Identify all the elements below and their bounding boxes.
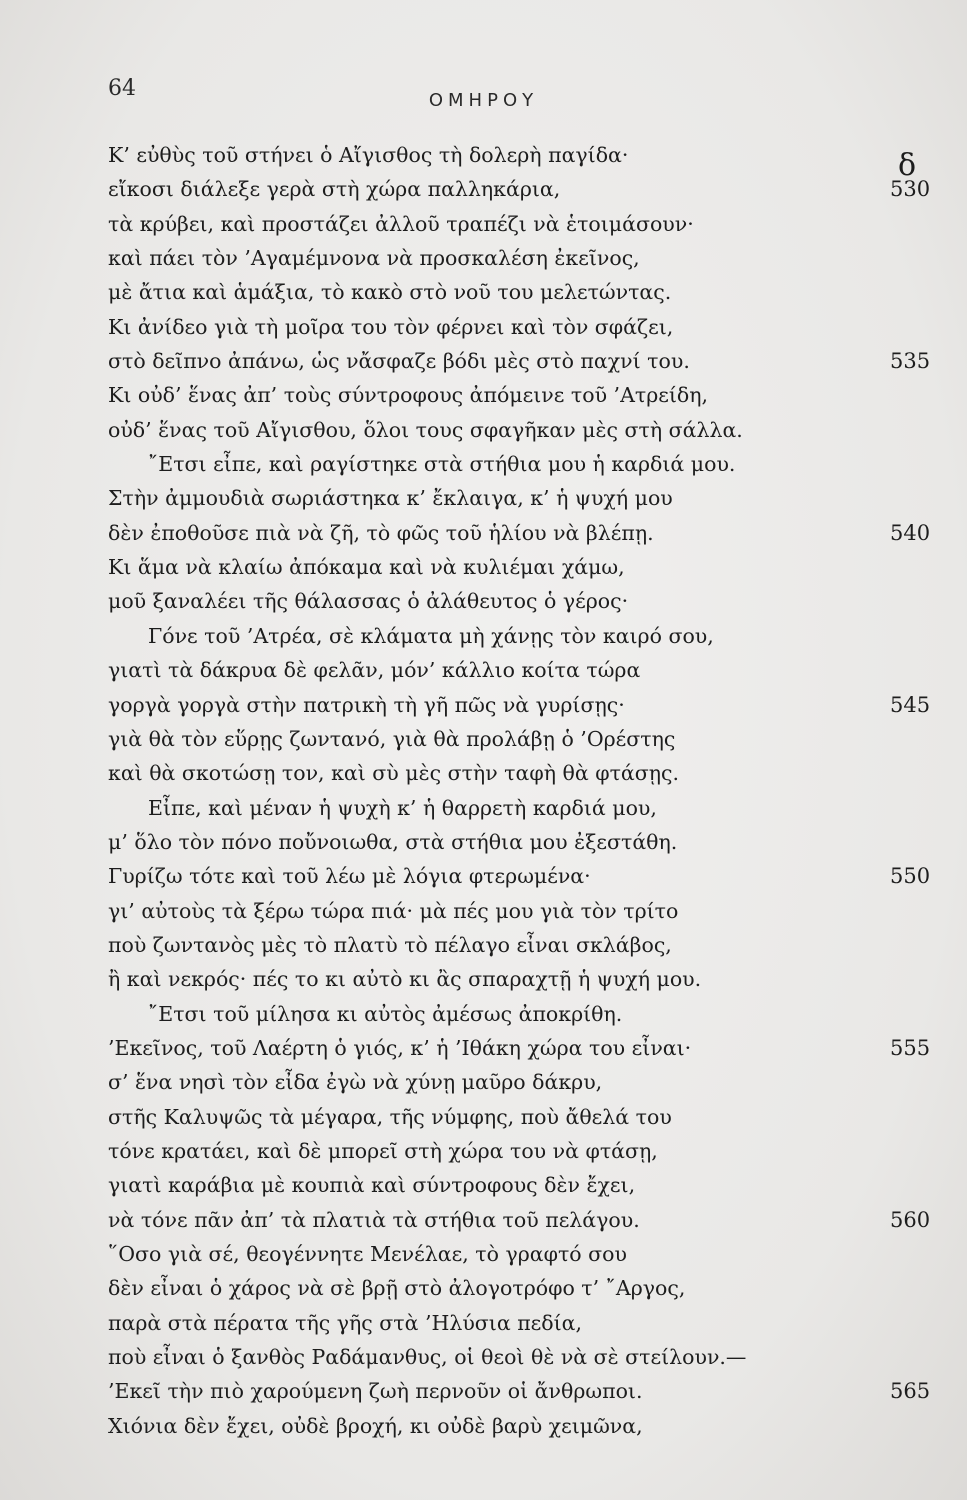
verse-line	[108, 172, 948, 206]
verse-text: Κι ἅμα νὰ κλαίω ἀπόκαμα καὶ νὰ κυλιέμαι χάμω,	[108, 555, 625, 580]
verse-line	[108, 481, 948, 515]
line-number: 530	[890, 177, 931, 202]
line-number: 540	[890, 520, 931, 545]
verse-text: στῆς Καλυψῶς τὰ μέγαρα, τῆς νύμφης, ποὺ ἄθελά του	[108, 1104, 672, 1129]
verse-text: Γυρίζω τότε καὶ τοῦ λέω μὲ λόγια φτερωμένα·	[108, 864, 591, 889]
verse-line	[108, 1409, 948, 1443]
verse-line	[108, 894, 948, 928]
verse-line	[108, 722, 948, 756]
verse-line	[108, 584, 948, 618]
verse-line	[108, 1203, 948, 1237]
verse-text: παρὰ στὰ πέρατα τῆς γῆς στὰ ’Ηλύσια πεδία,	[108, 1310, 583, 1335]
verse-line	[108, 138, 948, 172]
verse-text: μὲ ἄτια καὶ ἁμάξια, τὸ κακὸ στὸ νοῦ του μελετώντας.	[108, 280, 672, 305]
verse-text: ῎Ετσι εἶπε, καὶ ραγίστηκε στὰ στήθια μου ἡ καρδιά μου.	[148, 452, 736, 477]
verse-text: ποὺ εἶναι ὁ ξανθὸς Ραδάμανθυς, οἱ θεοὶ θὲ νὰ σὲ στείλουν.—	[108, 1345, 747, 1370]
verse-text: τὰ κρύβει, καὶ προστάζει ἀλλοῦ τραπέζι νὰ ἑτοιμάσουν·	[108, 211, 694, 236]
verse-line	[108, 1168, 948, 1202]
verse-text: ῞Οσο γιὰ σέ, θεογέννητε Μενέλαε, τὸ γραφτό σου	[108, 1242, 627, 1266]
line-number: 535	[890, 349, 931, 374]
verse-text: γοργὰ γοργὰ στὴν πατρικὴ τὴ γῆ πῶς νὰ γυρίσῃς·	[108, 692, 625, 717]
verse-text: καὶ θὰ σκοτώσῃ τον, καὶ σὺ μὲς στὴν ταφὴ θὰ φτάσῃς.	[108, 761, 680, 786]
verse-line	[108, 1134, 948, 1168]
verse-text: σ’ ἕνα νησὶ τὸν εἶδα ἐγὼ νὰ χύνῃ μαῦρο δάκρυ,	[108, 1070, 603, 1095]
verse-line	[108, 1065, 948, 1099]
verse-line	[108, 1340, 948, 1374]
verse-line	[108, 756, 948, 790]
verse-line	[108, 653, 948, 687]
verse-text: ’Εκεῖνος, τοῦ Λαέρτη ὁ γιός, κ’ ἡ ’Ιθάκη χώρα του εἶναι·	[108, 1035, 692, 1060]
verse-text: γι’ αὐτοὺς τὰ ξέρω τώρα πιά· μὰ πές μου γιὰ τὸν τρίτο	[108, 898, 679, 923]
verse-text: ῎Ετσι τοῦ μίλησα κι αὐτὸς ἀμέσως ἀποκρίθη.	[148, 1001, 623, 1026]
verse-text: νὰ τόνε πᾶν ἀπ’ τὰ πλατιὰ τὰ στήθια τοῦ πελάγου.	[108, 1207, 640, 1232]
verse-line	[108, 1271, 948, 1305]
verse-line	[108, 550, 948, 584]
verse-text: ἢ καὶ νεκρός· πές το κι αὐτὸ κι ἂς σπαραχτῇ ἡ ψυχή μου.	[108, 967, 702, 992]
verse-line	[108, 1306, 948, 1340]
line-number: 560	[890, 1207, 931, 1232]
verse-text: γιατὶ τὰ δάκρυα δὲ φελᾶν, μόν’ κάλλιο κοίτα τώρα	[108, 658, 641, 683]
verse-text: δὲν ἐποθοῦσε πιὰ νὰ ζῆ, τὸ φῶς τοῦ ἡλίου νὰ βλέπῃ.	[108, 520, 654, 545]
verse-text: οὐδ’ ἕνας τοῦ Αἴγισθου, ὅλοι τους σφαγῆκαν μὲς στὴ σάλλα.	[108, 417, 743, 442]
verse-text: δὲν εἶναι ὁ χάρος νὰ σὲ βρῇ στὸ ἀλογοτρόφο τ’ ῎Αργος,	[108, 1276, 686, 1301]
verse-line	[108, 1374, 948, 1408]
verse-line	[108, 378, 948, 412]
verse-text: μοῦ ξαναλέει τῆς θάλασσας ὁ ἀλάθευτος ὁ γέρος·	[108, 589, 629, 614]
verse-line	[108, 997, 948, 1031]
verse-text: Κι ἀνίδεο γιὰ τὴ μοῖρα του τὸν φέρνει καὶ τὸν σφάζει,	[108, 314, 674, 339]
verse-line	[108, 688, 948, 722]
verse-line	[108, 447, 948, 481]
running-head: ΟΜΗΡΟΥ	[428, 90, 539, 111]
line-number: 555	[890, 1035, 931, 1060]
verse-line	[108, 310, 948, 344]
verse-block	[108, 138, 948, 1443]
verse-line	[108, 1100, 948, 1134]
verse-line	[108, 825, 948, 859]
verse-line	[108, 516, 948, 550]
verse-text: Χιόνια δὲν ἔχει, οὐδὲ βροχή, κι οὐδὲ βαρὺ χειμῶνα,	[108, 1413, 643, 1438]
verse-text: στὸ δεῖπνο ἀπάνω, ὡς νἄσφαζε βόδι μὲς στὸ παχνί του.	[108, 349, 690, 374]
verse-line	[108, 241, 948, 275]
verse-text: ποὺ ζωντανὸς μὲς τὸ πλατὺ τὸ πέλαγο εἶναι σκλάβος,	[108, 932, 672, 957]
verse-text: καὶ πάει τὸν ’Αγαμέμνονα νὰ προσκαλέση ἐκεῖνος,	[108, 246, 640, 271]
verse-line	[108, 962, 948, 996]
verse-line	[108, 207, 948, 241]
verse-text: τόνε κρατάει, καὶ δὲ μπορεῖ στὴ χώρα του νὰ φτάσῃ,	[108, 1138, 658, 1163]
verse-text: ’Εκεῖ τὴν πιὸ χαρούμενη ζωὴ περνοῦν οἱ ἄνθρωποι.	[108, 1379, 643, 1404]
verse-text: γιατὶ καράβια μὲ κουπιὰ καὶ σύντροφους δὲν ἔχει,	[108, 1173, 636, 1198]
verse-text: εἴκοσι διάλεξε γερὰ στὴ χώρα παλληκάρια,	[108, 177, 561, 202]
verse-text: Εἶπε, καὶ μέναν ἡ ψυχὴ κ’ ἡ θαρρετὴ καρδιά μου,	[148, 795, 657, 820]
verse-line	[108, 1237, 948, 1271]
verse-line	[108, 344, 948, 378]
verse-text: μ’ ὅλο τὸν πόνο ποὔνοιωθα, στὰ στήθια μου ἐξεστάθη.	[108, 829, 678, 854]
line-number: 550	[890, 864, 931, 889]
verse-line	[108, 1031, 948, 1065]
verse-text: γιὰ θὰ τὸν εὕρῃς ζωντανό, γιὰ θὰ προλάβῃ ὁ ’Ορέστης	[108, 726, 676, 751]
verse-line	[108, 928, 948, 962]
page-number: 64	[108, 76, 136, 101]
verse-line	[108, 791, 948, 825]
verse-text: Κι οὐδ’ ἕνας ἀπ’ τοὺς σύντροφους ἀπόμεινε τοῦ ’Ατρείδη,	[108, 383, 709, 408]
verse-text: Κ’ εὐθὺς τοῦ στήνει ὁ Αἴγισθος τὴ δολερὴ παγίδα·	[108, 143, 629, 167]
verse-line	[108, 619, 948, 653]
line-number: 565	[890, 1379, 931, 1404]
verse-line	[108, 413, 948, 447]
verse-line	[108, 859, 948, 893]
line-number: 545	[890, 692, 931, 717]
verse-text: Γόνε τοῦ ’Ατρέα, σὲ κλάματα μὴ χάνῃς τὸν καιρό σου,	[148, 623, 714, 648]
book-marker: δ	[898, 148, 917, 183]
verse-text: Στὴν ἀμμουδιὰ σωριάστηκα κ’ ἔκλαιγα, κ’ ἡ ψυχή μου	[108, 486, 673, 511]
verse-line	[108, 275, 948, 309]
